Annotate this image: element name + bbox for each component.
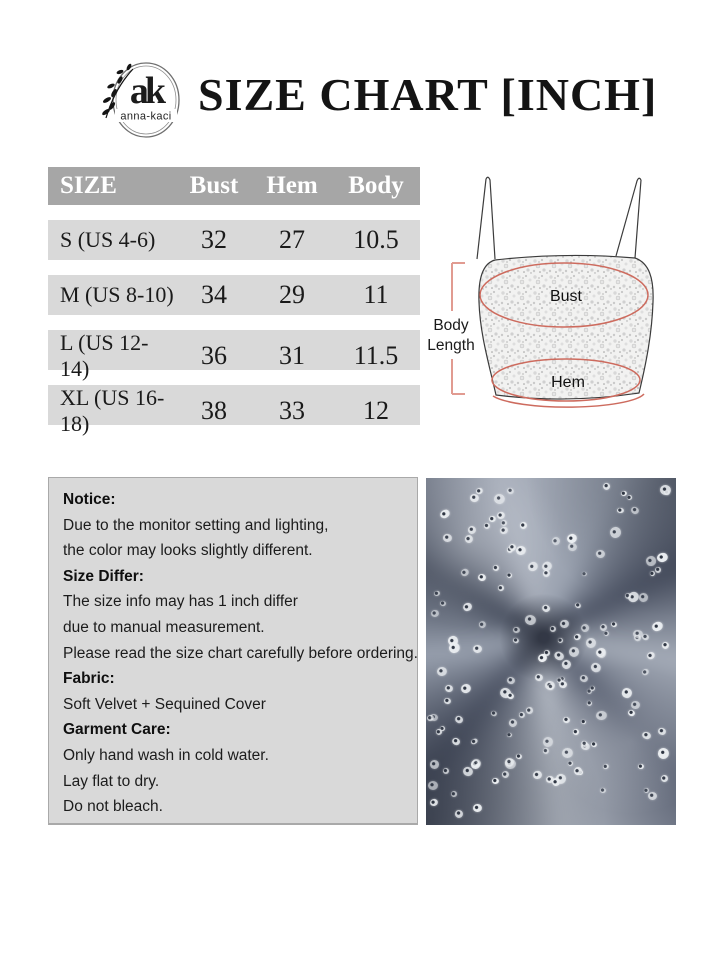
notice-line: due to manual measurement. (63, 618, 265, 636)
hem-cell: 33 (279, 396, 305, 425)
body-cell: 12 (363, 396, 389, 425)
hem-cell: 29 (279, 280, 305, 309)
notice-line: the color may looks slightly different. (63, 542, 313, 560)
body-length-label-line1: Body (433, 317, 469, 334)
garment-straps (477, 177, 641, 259)
fabric-photo (426, 478, 676, 825)
brand-logo (98, 56, 194, 148)
bust-cell: 38 (201, 396, 227, 425)
notice-line: Please read the size chart carefully before ordering. (63, 644, 418, 662)
size-table (48, 167, 420, 436)
hem-label: Hem (551, 374, 585, 391)
size-cell: XL (US 16-18) (60, 385, 165, 436)
logo-monogram: ak (129, 70, 163, 112)
notice-heading: Notice: (63, 491, 116, 508)
bust-cell: 32 (201, 225, 227, 254)
fabric-sequins (426, 478, 676, 825)
size-cell: M (US 8-10) (60, 282, 174, 307)
notice-line: Lay flat to dry. (63, 772, 160, 790)
bust-cell: 34 (201, 280, 227, 309)
column-header-bust: Bust (189, 172, 239, 199)
notice-line: The size info may has 1 inch differ (63, 593, 298, 611)
bust-label: Bust (549, 288, 583, 305)
page-title: SIZE CHART [INCH] (198, 69, 658, 120)
logo-brand-name: anna-kaci (120, 110, 172, 123)
notice-line: Do not bleach. (63, 798, 163, 816)
bust-cell: 36 (201, 341, 227, 370)
column-header-hem: Hem (266, 172, 318, 199)
size-differ-heading: Size Differ: (63, 567, 144, 585)
column-header-body: Body (348, 172, 404, 199)
notice-line: Soft Velvet + Sequined Cover (63, 695, 266, 713)
table-row (48, 330, 420, 381)
body-cell: 11 (363, 280, 389, 309)
size-cell: S (US 4-6) (60, 227, 156, 252)
size-cell: L (US 12-14) (60, 330, 149, 381)
body-cell: 10.5 (353, 225, 399, 254)
hem-cell: 31 (279, 341, 305, 370)
table-row (48, 220, 420, 260)
size-table-header (48, 167, 420, 205)
notice-box (48, 477, 418, 825)
body-length-label-line2: Length (427, 337, 475, 354)
column-header-size: SIZE (60, 172, 117, 199)
table-row (48, 275, 420, 315)
table-row (48, 385, 420, 436)
fabric-heading: Fabric: (63, 670, 115, 688)
hem-cell: 27 (279, 225, 305, 254)
body-cell: 11.5 (353, 341, 399, 370)
notice-line: Due to the monitor setting and lighting, (63, 516, 329, 534)
notice-line: Only hand wash in cold water. (63, 746, 269, 764)
garment-care-heading: Garment Care: (63, 721, 171, 739)
garment-diagram (420, 162, 712, 448)
